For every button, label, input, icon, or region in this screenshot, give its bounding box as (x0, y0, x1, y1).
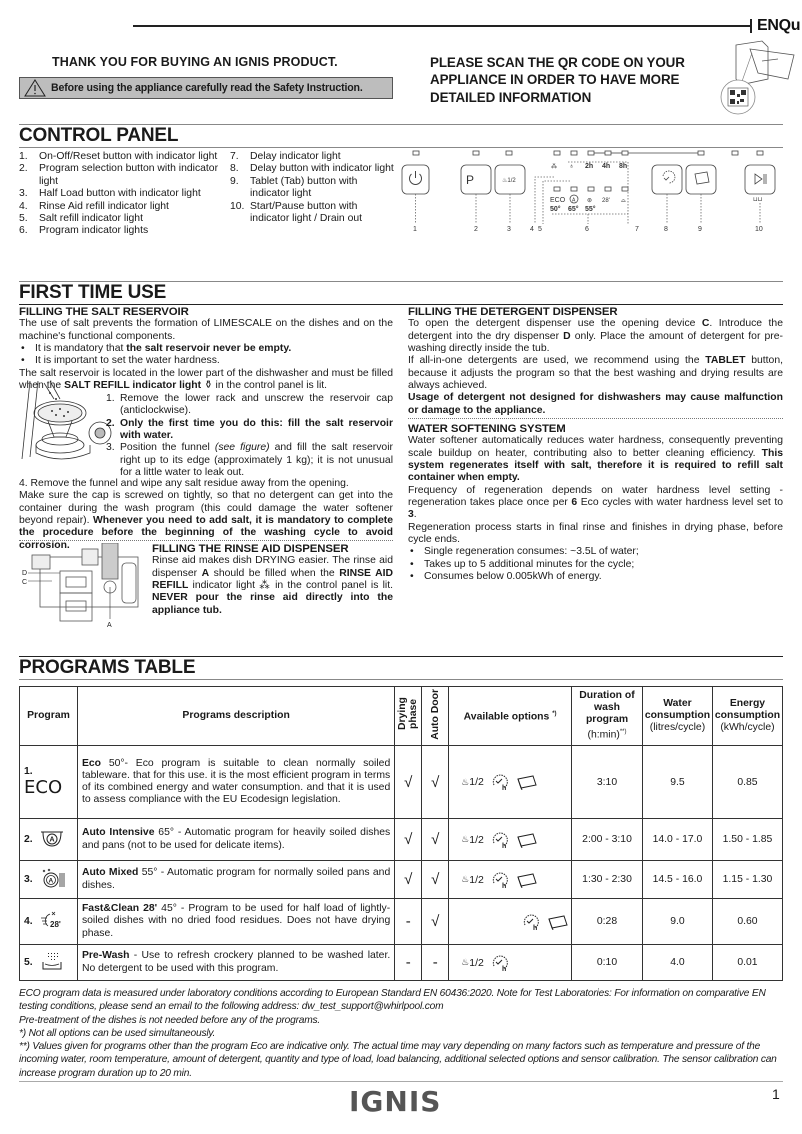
table-row: 3. A Auto Mixed 55° - Automatic program for normally soiled pans and dishes. √ √ ♨ 1/2 h 1:30 - 2:30 14.5 - 16.0 1.15 - 1.30 (20, 861, 783, 899)
svg-text:8h: 8h (619, 163, 628, 170)
salt-reservoir-title: FILLING THE SALT RESERVOIR (19, 306, 189, 318)
safety-notice-box (19, 77, 393, 99)
svg-text:7: 7 (635, 226, 639, 232)
salt-step: 1. Remove the lower rack and unscrew the reservoir cap (anticlockwise). (106, 393, 393, 417)
control-panel-diagram (395, 148, 795, 232)
auto-intensive-icon (40, 828, 64, 851)
salt-closing: 4. Remove the funnel and wipe any salt residue away from the opening. Make sure the cap is screwed on tightly, so that no detergent can get into the container during the wash program (this could damage the water softener beyond repair). Whenever you need to add salt, it is mandatory to complete the procedure before the beginning of the washing cycle to avoid corrosion. (19, 478, 393, 551)
svg-text:⊛: ⊛ (587, 198, 593, 204)
col-energy: Energy consumption (kWh/cycle) (712, 687, 782, 746)
salt-intro: The use of salt prevents the formation of LIMESCALE on the dishes and on the machine's functional components. (19, 318, 393, 342)
half-load-icon: ♨ 1/2 (461, 776, 484, 788)
salt-steps (106, 393, 393, 479)
salt-location: The salt reservoir is located in the lower part of the dishwasher and must be filled when the SALT REFILL indicator light ⚱ in the control panel is lit. (19, 367, 393, 392)
legend-item: 2. Program selection button with indicator light (19, 163, 219, 187)
rinse-aid-text: Rinse aid makes dish DRYING easier. The rinse aid dispenser A should be filled when the RINSE AID REFILL indicator light ⁂ in the control panel is lit. NEVER pour the rinse aid directly into the appliance tub. (152, 555, 394, 616)
col-description: Programs description (77, 687, 394, 746)
salt-step: 3. Position the funnel (see figure) and fill the salt reservoir right up to its edge (approximately 1 kg); it is not unusual for a little water to leak out. (106, 442, 393, 479)
legend-item: 4. Rinse Aid refill indicator light (19, 200, 169, 212)
water-softening-title: WATER SOFTENING SYSTEM (408, 423, 566, 435)
svg-text:A: A (107, 622, 112, 627)
table-row: 5. Pre-Wash - Use to refresh crockery planned to be washed later. No detergent to be used with this program. - - ♨ 1/2 h 0:10 4.0 0.01 (20, 945, 783, 981)
svg-text:55°: 55° (585, 206, 596, 213)
svg-text:♨1/2: ♨1/2 (502, 178, 516, 184)
footnote-values: **) Values given for programs other than the program Eco are indicative only. The actual time may vary depending on many factors such as temperature and pressure of the incoming water, room temperature, amount of detergent, quantity and type of load, load balancing, additional selected options and sensor calibration. The sensor calibration can increase program duration up to 20 min. (19, 1041, 777, 1079)
svg-text:10: 10 (755, 226, 763, 232)
svg-text:h: h (533, 924, 538, 931)
fast-clean-icon (40, 910, 68, 933)
svg-text:h: h (501, 965, 507, 972)
legend-item: 9. Tablet (Tab) button with indicator light (230, 175, 358, 200)
col-water: Water consumption (litres/cycle) (642, 687, 712, 746)
svg-text:C: C (22, 579, 28, 586)
dishwasher-qr-illustration-icon (718, 39, 796, 115)
programs-table (19, 686, 783, 981)
delay-clock-icon (490, 871, 510, 889)
svg-text:4h: 4h (602, 163, 611, 170)
softening-bullet: • Takes up to 5 additional minutes for the cycle; (410, 558, 635, 570)
control-panel-legend-right (230, 151, 395, 225)
delay-clock-icon (490, 954, 510, 972)
salt-step: 2. Only the first time you do this: fill the salt reservoir with water. (106, 417, 393, 442)
language-code: ENQu (757, 17, 801, 34)
svg-text:28': 28' (602, 198, 610, 204)
svg-text:A: A (48, 877, 54, 885)
svg-text:⁂: ⁂ (551, 164, 557, 170)
header-rule (133, 25, 751, 27)
svg-text:⊔⊔: ⊔⊔ (753, 197, 763, 203)
tablet-icon (516, 774, 538, 790)
safety-notice-text: Before using the appliance carefully read the Safety Instruction. (51, 82, 363, 94)
table-header-row (20, 687, 783, 746)
half-load-icon: ♨ 1/2 (461, 956, 484, 969)
tablet-icon (516, 872, 538, 888)
col-duration: Duration of wash program (h:min)**) (572, 687, 643, 746)
svg-text:D: D (22, 570, 28, 577)
svg-text:P: P (466, 173, 475, 187)
water-softening-section: WATER SOFTENING SYSTEM Water softener automatically reduces water hardness, consequently preventing scale buildup on heater, contributing also to better cleaning efficiency. This system regenerates itself with salt, therefore it is required to refill salt container when empty. Frequency of regeneration depends on water hardness level setting - regeneration takes place once per 6 Eco cycles with water hardness level set to 3. Regeneration process starts in final rinse and finishes in drying phase, before cycle ends. • Single regeneration consumes: ~3.5L of water; • Takes up to 5 additional minutes for the cycle; • Consumes below 0.005kWh of energy. (408, 423, 783, 583)
svg-text:1: 1 (413, 226, 417, 232)
svg-text:50°: 50° (550, 206, 561, 213)
delay-clock-icon (490, 831, 510, 849)
legend-item: 5. Salt refill indicator light (19, 213, 143, 225)
svg-text:h: h (501, 842, 507, 849)
prewash-icon (40, 951, 64, 974)
col-options: Available options *) (449, 687, 572, 746)
warning-icon (24, 79, 46, 97)
svg-text:6: 6 (585, 226, 589, 232)
table-row: 2. A Auto Intensive 65° - Automatic program for heavily soiled dishes and pans (not to be used for delicate items). √ √ ♨ 1/2 h 2:00 - 3:10 14.0 - 17.0 1.50 - 1.85 (20, 819, 783, 861)
table-row: 4. 28' Fast&Clean 28' 45° - Program to be used for half load of lightly-soiled dishes with no dried food residues. Does not have drying phase. - √ h 0:28 9.0 0.60 (20, 899, 783, 945)
svg-text:4: 4 (530, 226, 534, 232)
footnotes (19, 987, 785, 1080)
svg-text:2h: 2h (585, 163, 594, 170)
footnote-options: *) Not all options can be used simultaneously. (19, 1027, 216, 1039)
salt-reservoir-section (19, 306, 393, 392)
softening-bullet: • Consumes below 0.005kWh of energy. (410, 571, 602, 583)
legend-item: 3. Half Load button with indicator light (19, 188, 201, 200)
detergent-section: FILLING THE DETERGENT DISPENSER To open the detergent dispenser use the opening device C. Introduce the detergent into the dry dispenser D only. Place the amount of detergent for pre-washing directly inside the tub. If all-in-one detergents are used, we recommend using the TABLET button, because it adjusts the program so that the best washing and drying results are always achieved. Usage of detergent not designed for dishwashers may cause malfunction or damage to the appliance. (408, 306, 784, 416)
tablet-icon (516, 832, 538, 848)
svg-text:⌓: ⌓ (621, 198, 626, 204)
svg-text:A: A (49, 836, 55, 844)
rinse-aid-dispenser-illustration-icon (22, 543, 148, 627)
salt-refill-icon: ⚱ (203, 380, 213, 392)
legend-item: 10. Start/Pause button with indicator light / Drain out (230, 200, 363, 225)
half-load-icon: ♨ 1/2 (461, 833, 484, 846)
salt-funnel-illustration-icon (20, 381, 118, 461)
programs-table-underline (19, 679, 783, 680)
legend-item: 6. Program indicator lights (19, 225, 149, 237)
auto-mixed-icon (40, 867, 66, 892)
rinse-aid-refill-icon: ⁂ (259, 580, 271, 592)
footnote-pretreatment: Pre-treatment of the dishes is not needed before any of the programs. (19, 1014, 321, 1026)
tablet-icon (547, 914, 569, 930)
softening-bullet: • Single regeneration consumes: ~3.5L of water; (410, 546, 639, 558)
col-drying: Drying phase (395, 687, 422, 746)
detergent-warning: Usage of detergent not designed for dishwashers may cause malfunction or damage to the appliance. (408, 392, 783, 416)
svg-text:28': 28' (50, 920, 61, 929)
svg-text:h: h (501, 785, 507, 791)
svg-text:5: 5 (538, 226, 542, 232)
qr-prompt: PLEASE SCAN THE QR CODE ON YOUR APPLIANCE IN ORDER TO HAVE MORE DETAILED INFORMATION (430, 55, 685, 105)
svg-text:h: h (501, 882, 507, 889)
svg-text:2: 2 (474, 226, 478, 232)
rinse-aid-title: FILLING THE RINSE AID DISPENSER (152, 543, 349, 555)
delay-clock-icon (490, 773, 510, 791)
power-button (402, 165, 429, 194)
col-auto-door: Auto Door (422, 687, 449, 746)
dotted-separator (408, 418, 783, 419)
legend-item: 7. Delay indicator light (230, 151, 341, 162)
svg-text:9: 9 (698, 226, 702, 232)
salt-bullet: • It is mandatory that the salt reservoir never be empty. (21, 343, 292, 355)
first-time-use-title: FIRST TIME USE (19, 282, 167, 303)
table-row: 1.ECO Eco 50°- Eco program is suitable to clean normally soiled tableware. that for this use. it is the most efficient program in terms of its combined energy and water consumption. and that it is used to assess compliance with the EU Ecodesign legislation. √ √ ♨ 1/2 h 3:10 9.5 0.85 (20, 746, 783, 819)
rinse-aid-section (152, 543, 393, 617)
delay-clock-icon (521, 913, 541, 931)
control-panel-title: CONTROL PANEL (19, 125, 179, 146)
eco-program-icon: ECO (24, 777, 63, 798)
svg-text:65°: 65° (568, 206, 579, 213)
svg-text:♁: ♁ (569, 163, 575, 170)
legend-item: 1. On-Off/Reset button with indicator light (19, 151, 218, 162)
header-rule-tick (750, 19, 752, 33)
first-time-use-underline (19, 304, 783, 305)
footer-rule (19, 1081, 783, 1082)
legend-item: 8. Delay button with indicator light (230, 163, 394, 175)
brand-logo: IGNIS (349, 1085, 442, 1118)
thank-you-heading: THANK YOU FOR BUYING AN IGNIS PRODUCT. (52, 55, 338, 69)
col-program: Program (20, 687, 78, 746)
svg-text:A: A (572, 197, 576, 204)
detergent-title: FILLING THE DETERGENT DISPENSER (408, 306, 618, 318)
svg-text:3: 3 (507, 226, 511, 232)
control-panel-legend-left (19, 151, 224, 238)
half-load-icon: ♨ 1/2 (461, 873, 484, 886)
svg-text:8: 8 (664, 226, 668, 232)
dotted-separator (19, 540, 393, 541)
svg-text:ECO: ECO (550, 197, 566, 204)
footnote-eco: ECO program data is measured under laboratory conditions according to European Standard EN 60436:2020. Note for Test Laboratories: For information on comparative EN testing conditions, please send an email to the following address: dw_test_support@whirlpool.com (19, 988, 766, 1013)
page-number: 1 (772, 1086, 780, 1102)
programs-table-title: PROGRAMS TABLE (19, 657, 196, 678)
salt-bullet: • It is important to set the water hardness. (21, 355, 220, 367)
